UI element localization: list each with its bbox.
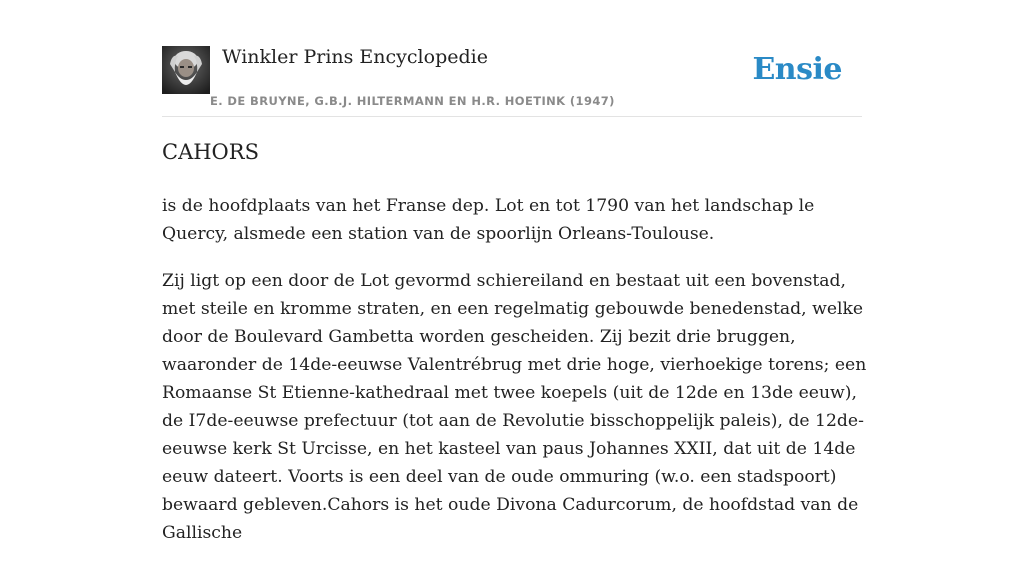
article-title: CAHORS: [162, 140, 259, 164]
portrait-image: [162, 46, 210, 94]
site-header: [162, 46, 862, 117]
encyclopedia-title[interactable]: Winkler Prins Encyclopedie: [222, 46, 488, 68]
portrait-icon[interactable]: [162, 46, 210, 94]
article-body: [162, 192, 867, 566]
article-paragraph: is de hoofdplaats van het Franse dep. Lot en tot 1790 van het landschap le Quercy, alsmede een station van de spoorlijn Orleans-Toulouse.: [162, 196, 815, 244]
article-paragraph: Zij ligt op een door de Lot gevormd schiereiland en bestaat uit een bovenstad, met steile en kromme straten, en een regelmatig gebouwde benedenstad, welke door de Boulevard Gambetta worden gescheiden. Zij bezit drie bruggen, waaronder de 14de-eeuwse Valentrébrug met drie hoge, vierhoekige torens; een Romaanse St Etienne-kathedraal met twee koepels (uit de 12de en 13de eeuw), de I7de-eeuwse prefectuur (tot aan de Revolutie bisschoppelijk paleis), de 12de-eeuwse kerk St Urcisse, en het kasteel van paus Johannes XXII, dat uit de 14de eeuw dateert. Voorts is een deel van de oude ommuring (w.o. een stadspoort) bewaard gebleven.Cahors is het oude Divona Cadurcorum, de hoofdstad van de Gallische: [162, 271, 867, 543]
ensie-logo[interactable]: Ensie: [752, 52, 842, 87]
authors-byline: E. DE BRUYNE, G.B.J. HILTERMANN EN H.R. HOETINK (1947): [210, 94, 615, 108]
